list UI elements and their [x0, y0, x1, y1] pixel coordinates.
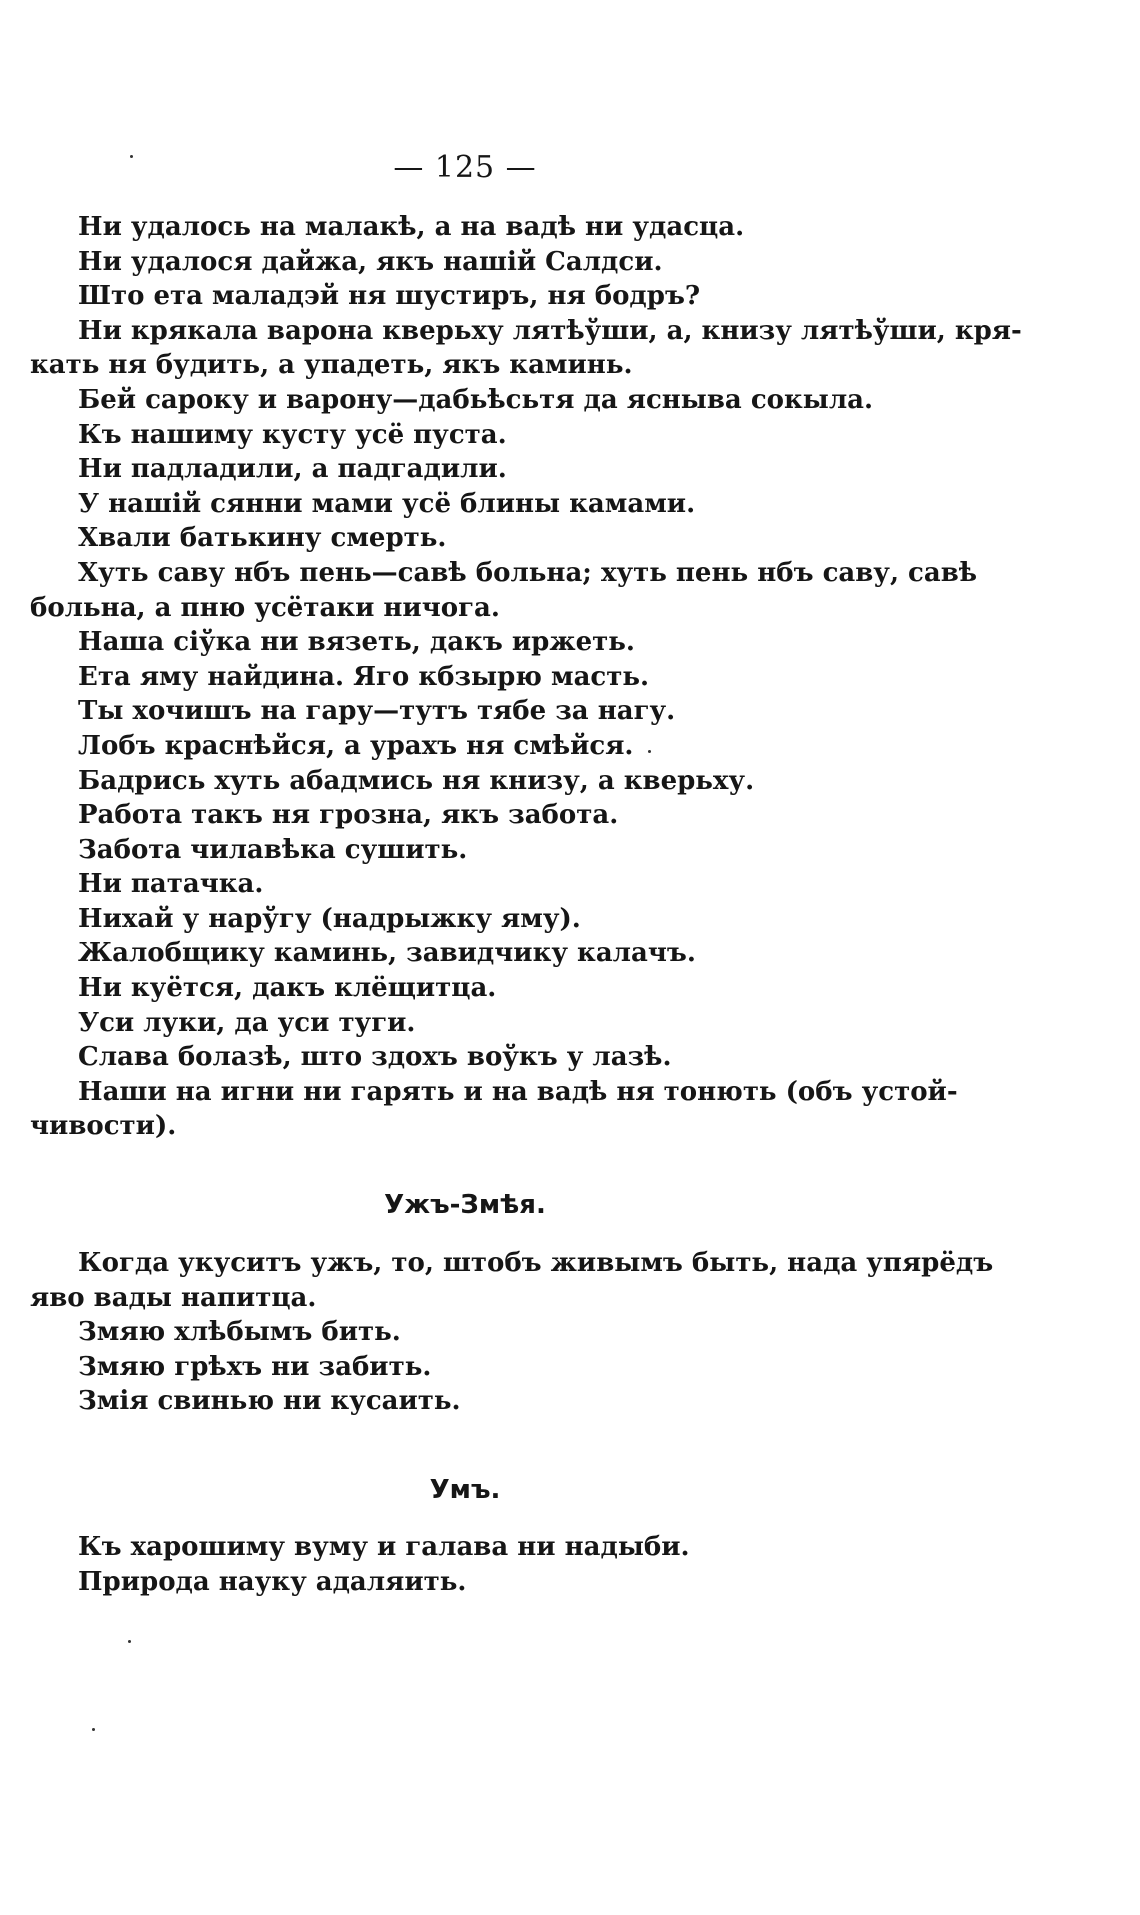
proverb-line: Ни удалося дайжа, якъ нашій Салдси.	[78, 246, 663, 277]
proverbs-section	[30, 1246, 994, 1419]
proverb-line: У нашій сянни мами усё блины камами.	[78, 488, 696, 519]
proverb-line: Змія свинью ни кусаить.	[78, 1386, 461, 1417]
proverbs-section	[30, 1530, 870, 1599]
proverbs-section	[30, 210, 1022, 1144]
proverb-line: больна, а пню усётаки ничога.	[30, 592, 500, 623]
proverb-line: Лобъ краснѣйся, а урахъ ня смѣйся.	[78, 730, 634, 761]
section-heading: Умъ.	[429, 1475, 501, 1505]
proverb-line: Нихай у нарўгу (надрыжку яму).	[78, 903, 581, 934]
proverb-line: Змяю грѣхъ ни забить.	[78, 1351, 432, 1382]
proverb-line: Ты хочишъ на гару—тутъ тябе за нагу.	[78, 696, 676, 727]
proverb-line: Уси луки, да уси туги.	[78, 1007, 416, 1038]
proverb-line: Къ нашиму кусту усё пуста.	[78, 419, 507, 450]
proverb-line: Ни патачка.	[78, 869, 264, 900]
proverb-line: Ни удалось на малакѣ, а на вадѣ ни удасца.	[78, 212, 745, 242]
proverb-line: Хвали батькину смерть.	[78, 523, 447, 554]
proverb-line: Змяю хлѣбымъ бить.	[78, 1317, 401, 1348]
proverb-line: Наши на игни ни гарять и на вадѣ ня тонють (объ устой-	[78, 1076, 958, 1107]
print-speck	[130, 155, 133, 158]
print-speck	[92, 1728, 95, 1731]
proverb-line: Слава болазѣ, што здохъ воўкъ у лазѣ.	[78, 1042, 672, 1073]
proverb-line: кать ня будить, а упадеть, якъ каминь.	[30, 350, 633, 381]
proverb-line: Работа такъ ня грозна, якъ забота.	[78, 800, 619, 831]
proverb-line: Ни падладили, а падгадили.	[78, 454, 507, 485]
proverb-line: Забота чилавѣка сушить.	[78, 834, 468, 865]
proverb-line: Бадрись хуть абадмись ня книзу, а кверьху.	[78, 765, 755, 796]
proverb-line: Ни куётся, дакъ клёщитца.	[78, 973, 497, 1004]
proverb-line: Жалобщику каминь, завидчику калачъ.	[78, 938, 696, 969]
proverb-line: Ета яму найдина. Яго кбзырю масть.	[78, 661, 650, 692]
print-speck	[648, 750, 651, 753]
proverb-line: Хуть саву нбъ пень—савѣ больна; хуть пень нбъ саву, савѣ	[78, 557, 978, 588]
proverb-line: Природа науку адаляить.	[78, 1566, 467, 1597]
proverb-line: Ни крякала варона кверьху лятѣўши, а, книзу лятѣўши, кря-	[78, 315, 1022, 346]
proverb-line: Когда укуситъ ужъ, то, штобъ живымъ быть, нада упярёдъ	[78, 1248, 994, 1278]
section-heading: Ужъ-Змѣя.	[384, 1190, 546, 1220]
proverb-line: Наша сіўка ни вязеть, дакъ иржеть.	[78, 627, 635, 658]
page-number: — 125 —	[393, 150, 537, 185]
proverb-line: Къ харошиму вуму и галава ни надыби.	[78, 1532, 690, 1562]
proverb-line: Бей сароку и варону—дабьѣсьтя да яснывa сокыла.	[78, 384, 874, 415]
print-speck	[128, 1640, 131, 1643]
proverb-line: чивости).	[30, 1111, 177, 1142]
proverb-line: яво вады напитца.	[30, 1282, 317, 1313]
proverb-line: Што ета маладэй ня шустиръ, ня бодръ?	[78, 281, 701, 312]
